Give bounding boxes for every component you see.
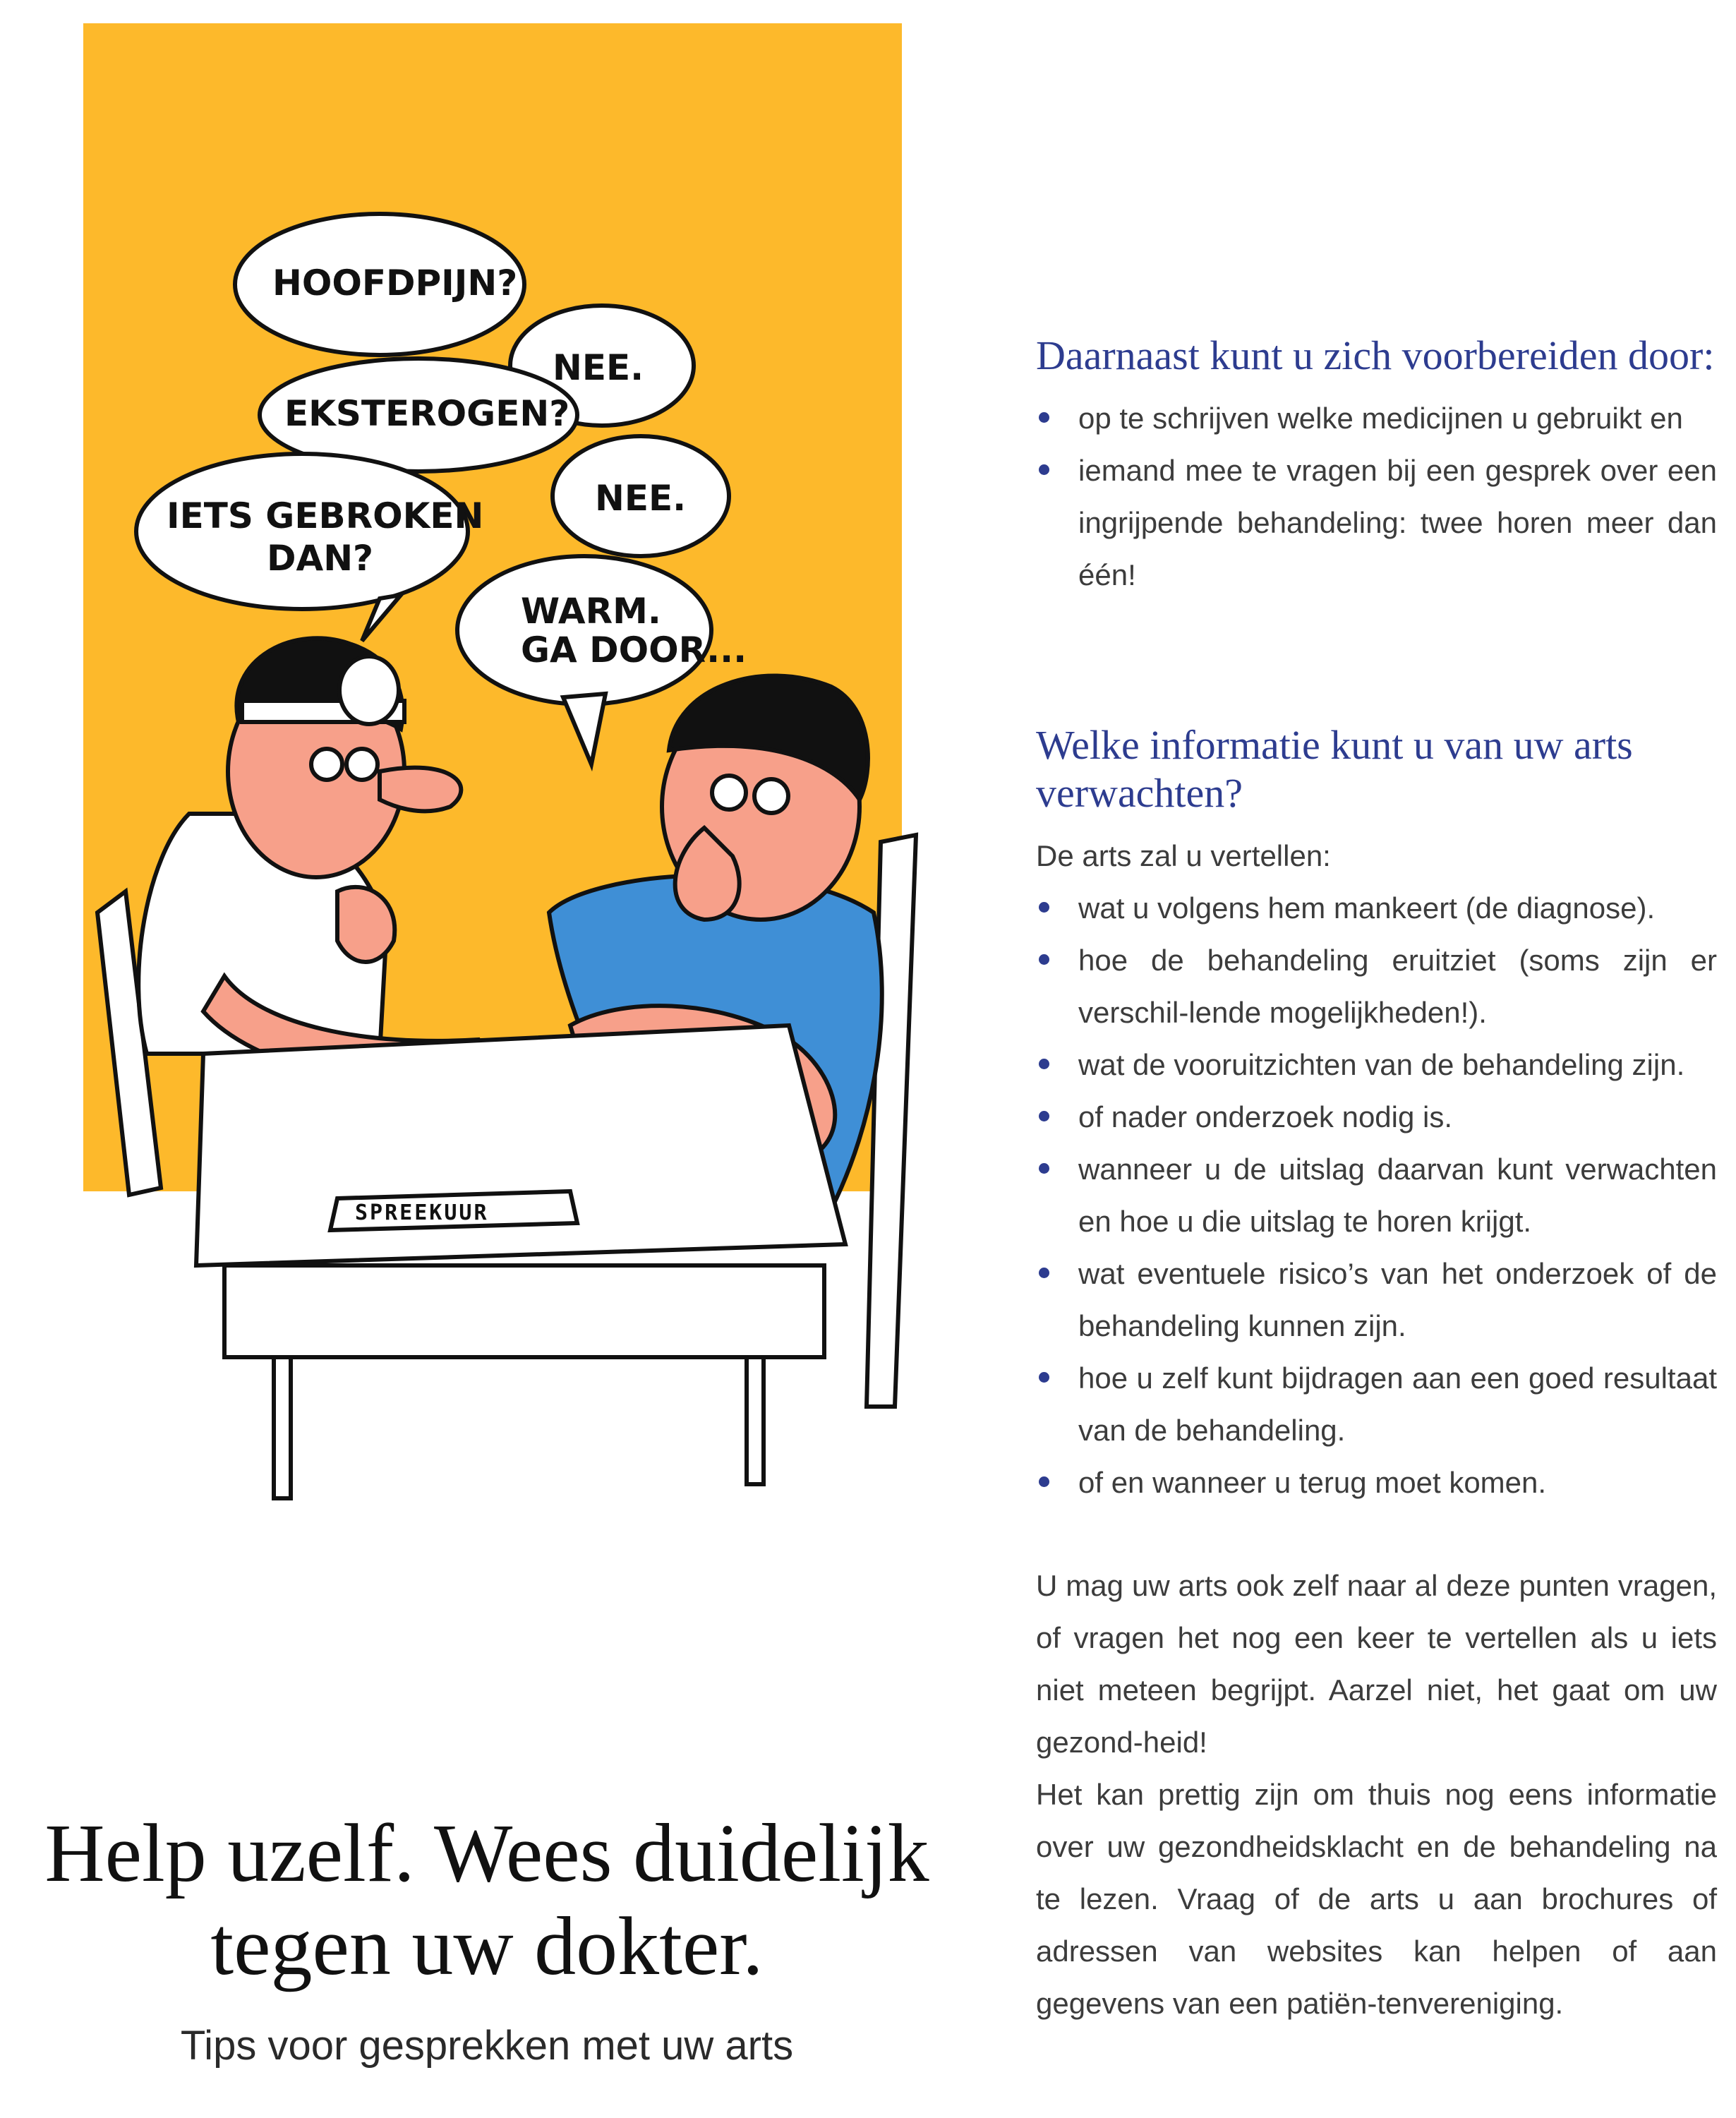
bubble-text-warm-2: GA DOOR...	[521, 630, 747, 670]
bubble-text-nee-1: NEE.	[553, 347, 644, 388]
head-mirror	[339, 656, 399, 724]
patient-eye-right	[754, 779, 788, 813]
list-item: hoe u zelf kunt bijdragen aan een goed resultaat van de behandeling.	[1036, 1352, 1717, 1457]
list-item: wat eventuele risico’s van het onderzoek of de behandeling kunnen zijn.	[1036, 1248, 1717, 1352]
desk-sign-text: SPREEKUUR	[355, 1201, 489, 1225]
bubble-text-nee-2: NEE.	[595, 478, 687, 519]
text-column	[1036, 332, 1717, 2030]
doctor-nose	[380, 768, 461, 812]
bubble-text-warm-1: WARM.	[521, 591, 661, 632]
bubble-text-gebroken-2: DAN?	[267, 538, 374, 579]
list-item: of en wanneer u terug moet komen.	[1036, 1457, 1717, 1509]
cover-title-line2: tegen uw dokter.	[210, 1900, 764, 1992]
table-top	[196, 1025, 845, 1265]
closing-paragraph-1: U mag uw arts ook zelf naar al deze punten vragen, of vragen het nog een keer te vertellen als u iets niet meteen begrijpt. Aarzel niet, het gaat om uw gezond-heid!	[1036, 1569, 1717, 1759]
list-item: wat de vooruitzichten van de behandeling zijn.	[1036, 1039, 1717, 1091]
cover-title	[42, 1807, 932, 1993]
bubble-text-eksterogen: EKSTEROGEN?	[284, 393, 570, 434]
closing-paragraph-2: Het kan prettig zijn om thuis nog eens informatie over uw gezondheidsklacht en de behandeling na te lezen. Vraag of de arts u aan brochures of adressen van websites kan helpen of aan gegevens van een patiën-tenvereniging.	[1036, 1778, 1717, 2020]
table-leg-right	[747, 1357, 764, 1484]
prepare-heading: Daarnaast kunt u zich voorbereiden door:	[1036, 332, 1715, 378]
table-front	[224, 1265, 824, 1357]
list-item: of nader onderzoek nodig is.	[1036, 1091, 1717, 1143]
cartoon-illustration	[83, 23, 937, 1509]
doctor-eye-right	[346, 749, 378, 780]
prepare-list	[1036, 392, 1717, 601]
info-list	[1036, 882, 1717, 1509]
list-item: op te schrijven welke medicijnen u gebruikt en	[1036, 392, 1717, 445]
list-item: iemand mee te vragen bij een gesprek over een ingrijpende behandeling: twee horen meer dan één!	[1036, 445, 1717, 601]
table-leg-left	[274, 1357, 291, 1498]
patient-eye-left	[712, 776, 746, 810]
table	[196, 1025, 845, 1498]
info-heading: Welke informatie kunt u van uw arts verwachten?	[1036, 722, 1633, 816]
list-item: wanneer u de uitslag daarvan kunt verwachten en hoe u die uitslag te horen krijgt.	[1036, 1143, 1717, 1248]
info-intro: De arts zal u vertellen:	[1036, 839, 1331, 872]
doctor-eye-left	[311, 749, 342, 780]
cartoon-svg	[83, 23, 937, 1509]
cover-title-line1: Help uzelf. Wees duidelijk	[44, 1807, 929, 1899]
bubble-text-gebroken-1: IETS GEBROKEN	[167, 495, 484, 536]
list-item: wat u volgens hem mankeert (de diagnose).	[1036, 882, 1717, 934]
cover-subtitle: Tips voor gesprekken met uw arts	[180, 2023, 794, 2069]
bubble-text-hoofdpijn: HOOFDPIJN?	[272, 263, 518, 303]
list-item: hoe de behandeling eruitziet (soms zijn er verschil-lende mogelijkheden!).	[1036, 934, 1717, 1039]
